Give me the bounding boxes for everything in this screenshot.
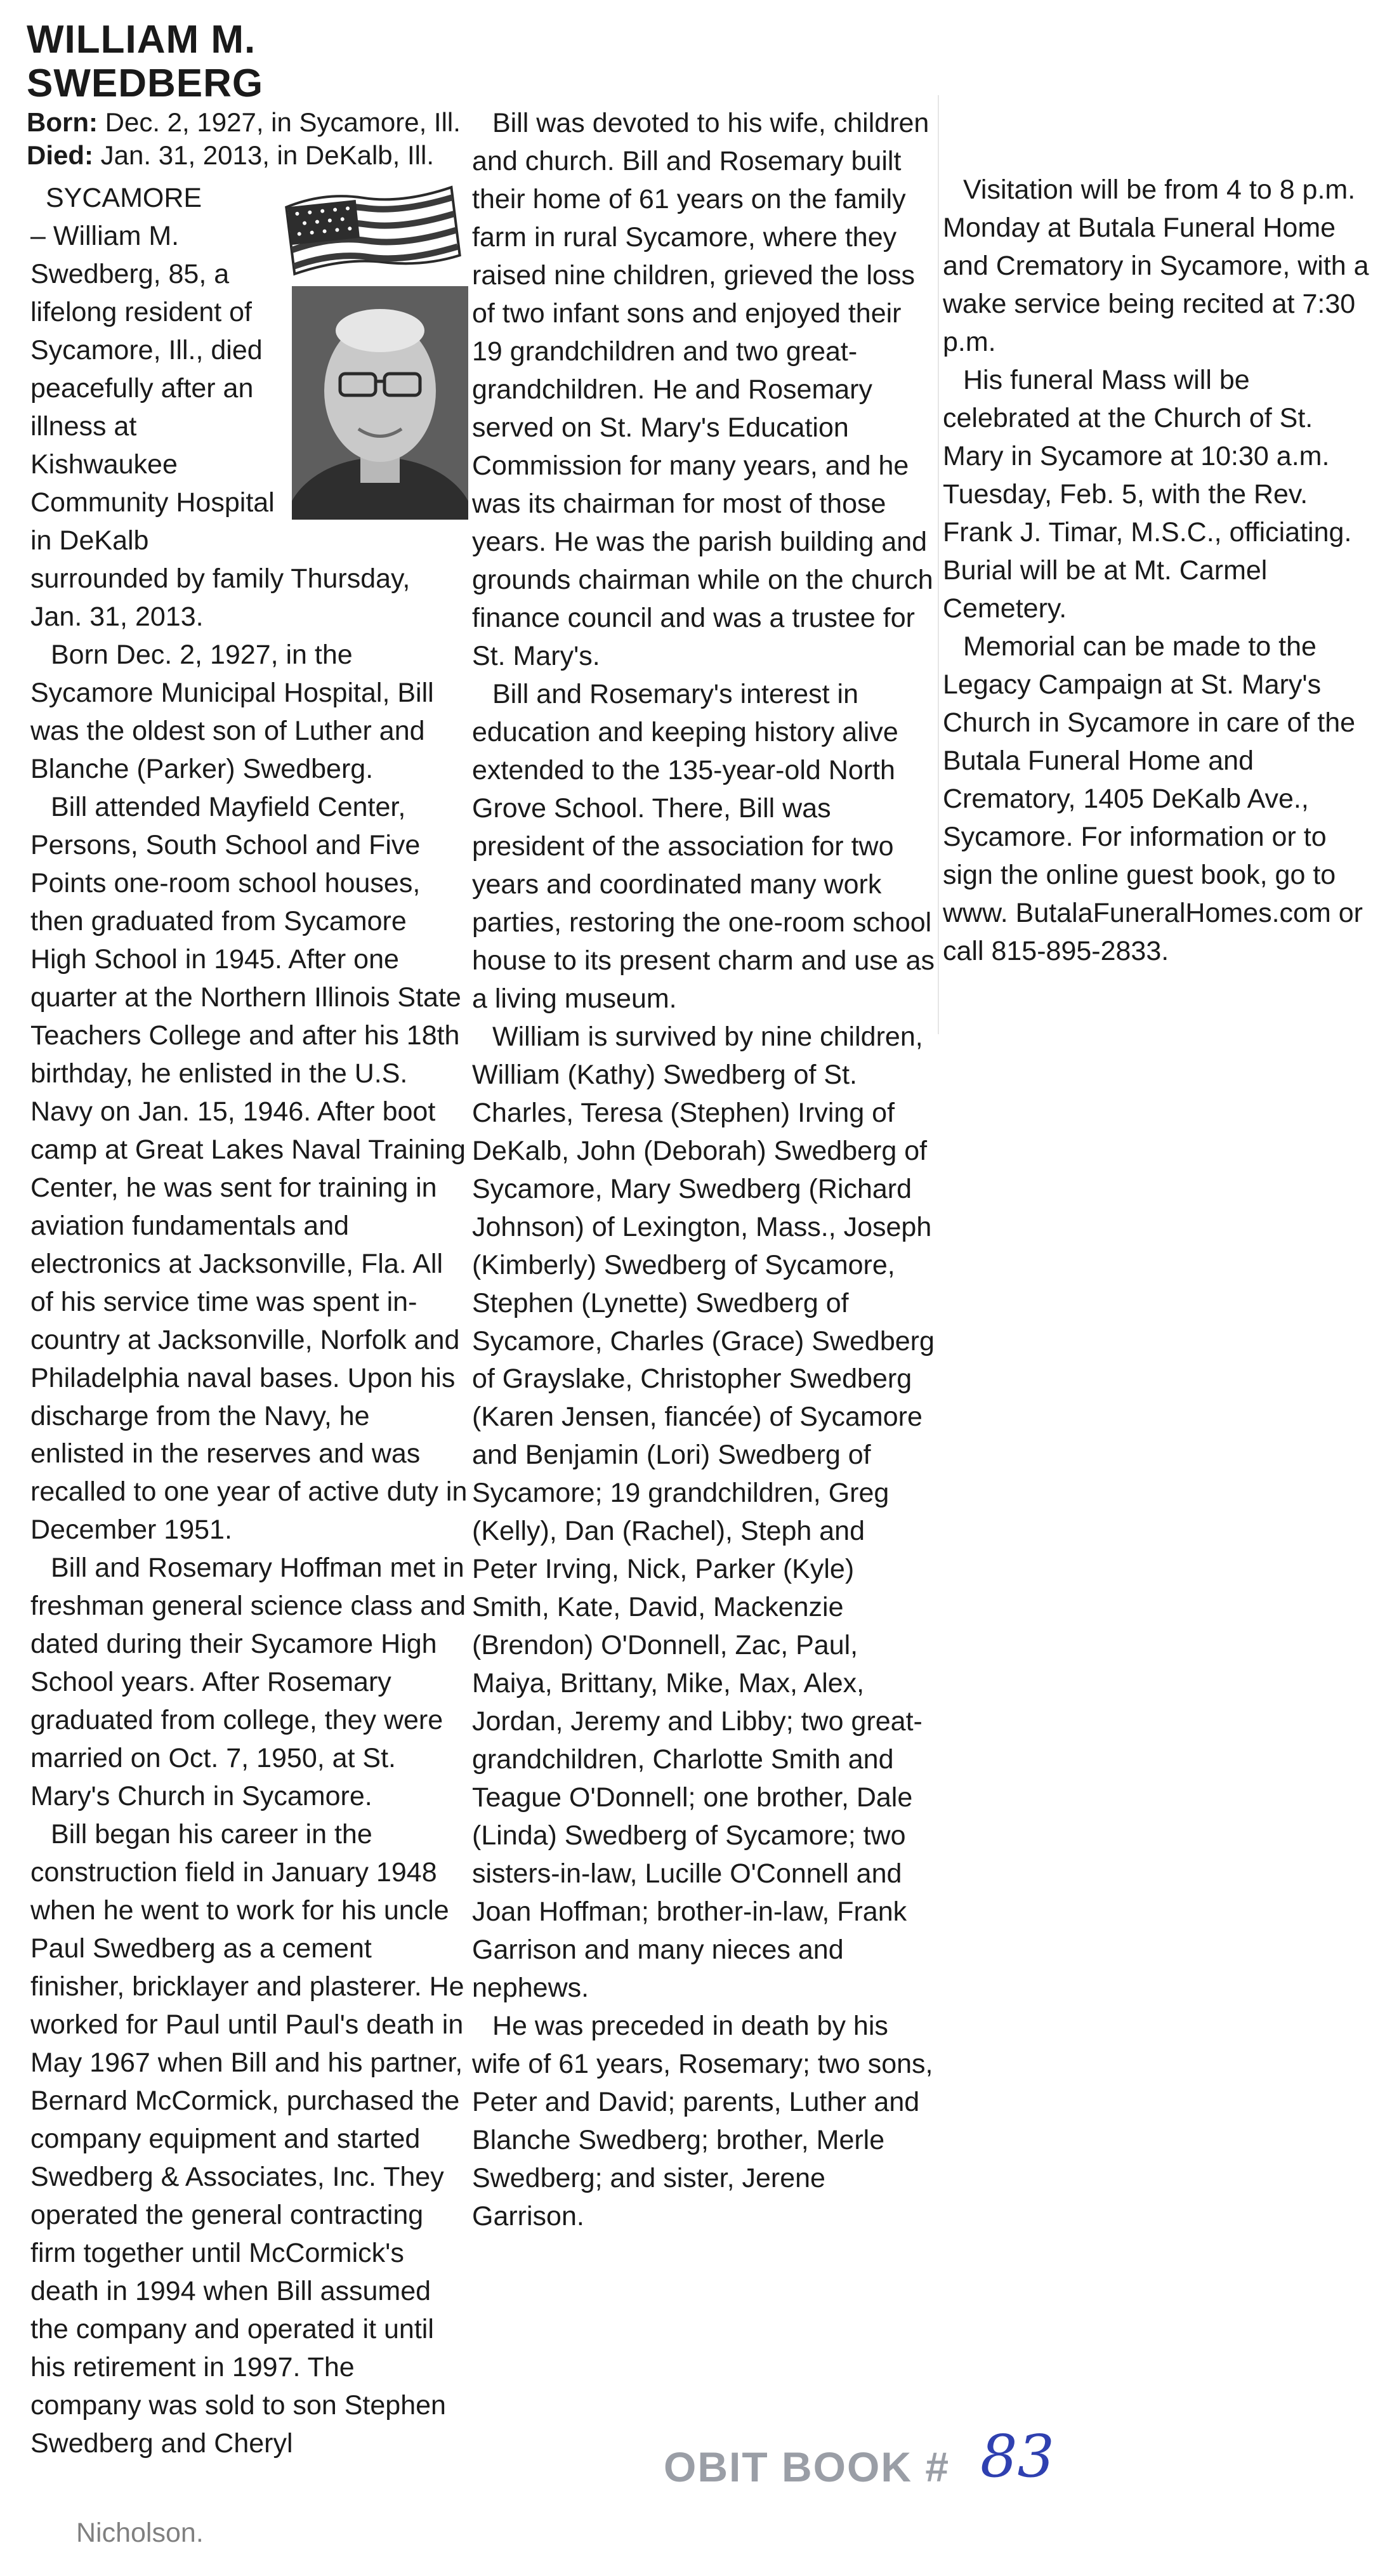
portrait-photo: [292, 286, 468, 520]
portrait-illustration: [292, 286, 468, 520]
obit-book-stamp: OBIT BOOK #: [664, 2443, 950, 2490]
cut-off-text: Nicholson.: [76, 2518, 204, 2548]
died-value: Jan. 31, 2013, in DeKalb, Ill.: [100, 140, 434, 171]
col3-paragraph-3: Memorial can be made to the Legacy Campaign at St. Mary's Church in Sycamore in care of the Butala Funeral Home and Crematory, 1405 DeKalb Ave., Sycamore. For information or to sign the online guest book, go to www. ButalaFuneralHomes.com or call 815-895-2833.: [943, 631, 1363, 966]
decedent-name: WILLIAM M. SWEDBERG: [27, 18, 264, 106]
handwritten-book-number: 83: [980, 2422, 1055, 2490]
col1-paragraph-1: Born Dec. 2, 1927, in the Sycamore Municipal Hospital, Bill was the oldest son of Luther and Blanche (Parker) Swedberg.: [30, 639, 434, 784]
died-line: [27, 139, 496, 173]
died-label: Died:: [27, 140, 93, 171]
born-value: Dec. 2, 1927, in Sycamore, Ill.: [105, 107, 461, 137]
born-label: Born:: [27, 107, 98, 137]
col2-paragraph-3: William is survived by nine children, William (Kathy) Swedberg of St. Charles, Teresa (Stephen) Irving of DeKalb, John (Deborah) Swedberg of Sycamore, Mary Swedberg (Richard Johnson) of Lexington, Mass., Joseph (Kimberly) Swedberg of Sycamore, Stephen (Lynette) Swedberg of Sycamore, Charles (Grace) Swedberg of Grayslake, Christopher Swedberg (Karen Jensen, fiancée) of Sycamore and Benjamin (Lori) Swedberg of Sycamore; 19 grandchildren, Greg (Kelly), Dan (Rachel), Steph and Peter Irving, Nick, Parker (Kyle) Smith, Kate, David, Mackenzie (Brendon) O'Donnell, Zac, Paul, Maiya, Brittany, Mike, Max, Alex, Jordan, Jeremy and Libby; two great-grandchildren, Charlotte Smith and Teague O'Donnell; one brother, Dale (Linda) Swedberg of Sycamore; two sisters-in-law, Lucille O'Connell and Joan Hoffman; brother-in-law, Frank Garrison and many nieces and nephews.: [472, 1021, 935, 2004]
obituary-header: [27, 18, 496, 173]
col3-paragraph-1: Visitation will be from 4 to 8 p.m. Monday at Butala Funeral Home and Crematory in Sycamore, with a wake service being recited at 7:30 p.m.: [943, 174, 1369, 357]
column-3: [943, 171, 1381, 971]
column-1: [30, 180, 468, 2463]
american-flag-icon: [272, 183, 468, 280]
col1-paragraph-2: Bill attended Mayfield Center, Persons, South School and Five Points one-room school houses, then graduated from Sycamore High School in 1945. After one quarter at the Northern Illinois State Teachers College and after his 18th birthday, he enlisted in the U.S. Navy on Jan. 15, 1946. After boot camp at Great Lakes Naval Training Center, he was sent for training in aviation fundamentals and electronics at Jacksonville, Fla. All of his service time was spent in-country at Jacksonville, Norfolk and Philadelphia naval bases. Upon his discharge from the Navy, he enlisted in the reserves and was recalled to one year of active duty in December 1951.: [30, 791, 468, 1546]
col1-paragraph-4: Bill began his career in the construction field in January 1948 when he went to work for his uncle Paul Swedberg as a cement finisher, bricklayer and plasterer. He worked for Paul until Paul's death in May 1967 when Bill and his partner, Bernard McCormick, purchased the company equipment and started Swedberg & Associates, Inc. They operated the general contracting firm together until McCormick's death in 1994 when Bill assumed the company and operated it until his retirement in 1997. The company was sold to son Stephen Swedberg and Cheryl: [30, 1819, 464, 2459]
col2-paragraph-2: Bill and Rosemary's interest in education and keeping history alive extended to the 135-year-old North Grove School. There, Bill was president of the association for two years and coordinated many work parties, restoring the one-room school house to its present charm and use as a living museum.: [472, 678, 935, 1014]
dateline: SYCAMORE: [46, 183, 202, 213]
col2-paragraph-4: He was preceded in death by his wife of 61 years, Rosemary; two sons, Peter and David; parents, Luther and Blanche Swedberg; brother, Merle Swedberg; and sister, Jerene Garrison.: [472, 2011, 933, 2232]
intro-block: [30, 180, 468, 636]
col3-paragraph-2: His funeral Mass will be celebrated at the Church of St. Mary in Sycamore at 10:30 a.m. Tuesday, Feb. 5, with the Rev. Frank J. Timar, M.S.C., officiating. Burial will be at Mt. Carmel Cemetery.: [943, 364, 1352, 624]
born-line: [27, 106, 496, 140]
column-2: [472, 105, 935, 2236]
col1-paragraph-3: Bill and Rosemary Hoffman met in freshman general science class and dated during their Sycamore High School years. After Rosemary graduated from college, they were married on Oct. 7, 1950, at St. Mary's Church in Sycamore.: [30, 1553, 466, 1812]
scan-line: [938, 95, 939, 1034]
col2-paragraph-1: Bill was devoted to his wife, children and church. Bill and Rosemary built their home of 61 years on the family farm in rural Sycamore, where they raised nine children, grieved the loss of two infant sons and enjoyed their 19 grandchildren and two great-grandchildren. He and Rosemary served on St. Mary's Education Commission for many years, and he was its chairman for most of those years. He was the parish building and grounds chairman while on the church finance council and was a trustee for St. Mary's.: [472, 108, 933, 671]
intro-paragraph: – William M. Swedberg, 85, a lifelong resident of Sycamore, Ill., died peacefully after an illness at Kishwaukee Community Hospital in DeKalb surrounded by family Thursday, Jan. 31, 2013.: [30, 220, 410, 632]
